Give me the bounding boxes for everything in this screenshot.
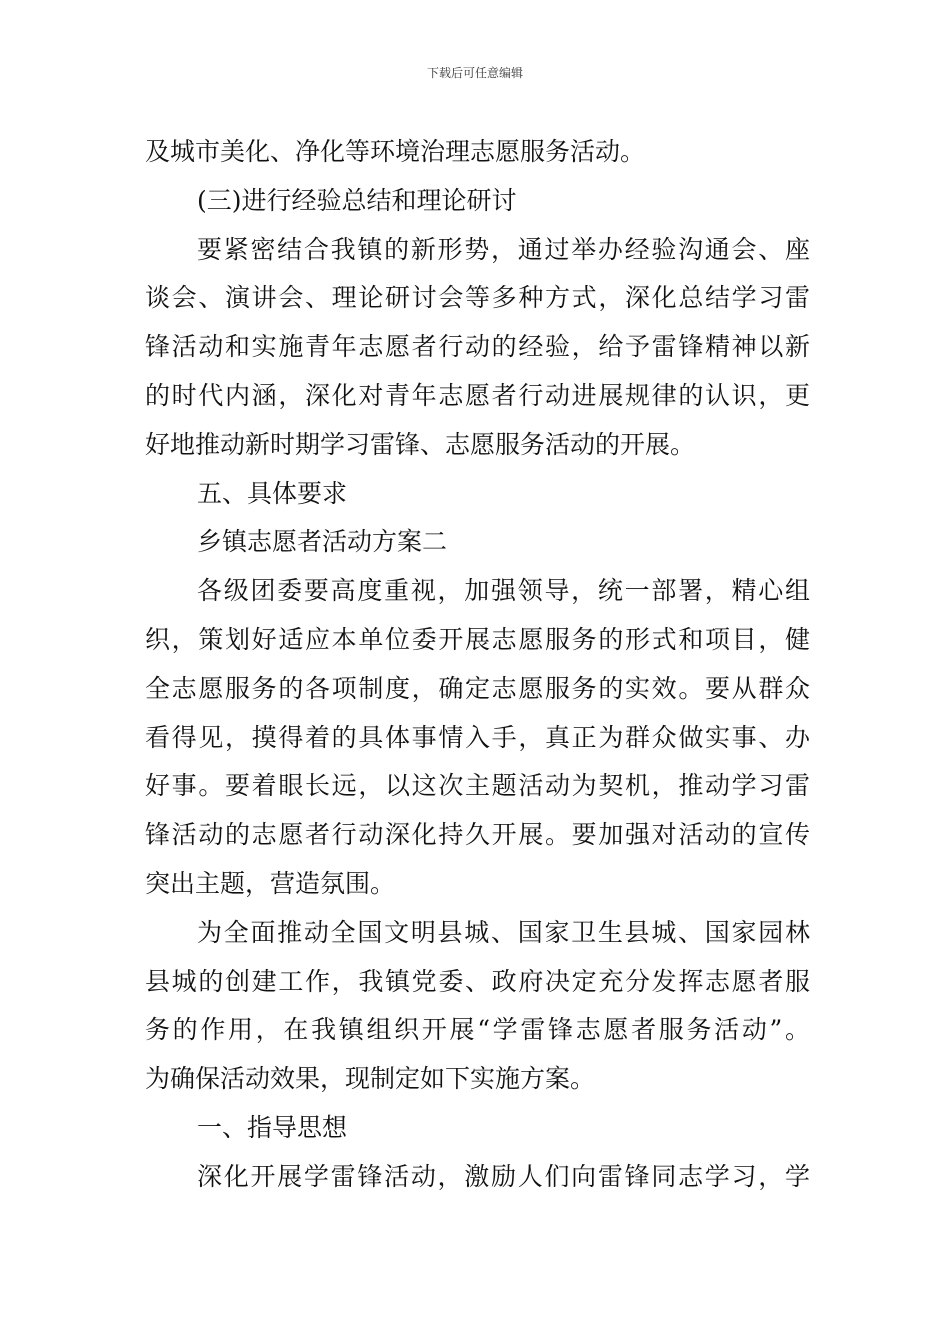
text-line: 谈会、演讲会、理论研讨会等多种方式，深化总结学习雷 <box>145 283 810 313</box>
text-line: 县城的创建工作，我镇党委、政府决定充分发挥志愿者服 <box>145 966 810 996</box>
text-line: 为全面推动全国文明县城、国家卫生县城、国家园林 <box>197 917 810 947</box>
text-line: 好事。要着眼长远，以这次主题活动为契机，推动学习雷 <box>145 771 810 801</box>
text-line: 各级团委要高度重视，加强领导，统一部署，精心组 <box>197 576 810 606</box>
text-line: 乡镇志愿者活动方案二 <box>197 527 448 557</box>
text-line: 及城市美化、净化等环境治理志愿服务活动。 <box>145 137 646 166</box>
text-line: (三)进行经验总结和理论研讨 <box>197 185 517 215</box>
text-line: 好地推动新时期学习雷锋、志愿服务活动的开展。 <box>145 429 696 459</box>
text-line: 全志愿服务的各项制度，确定志愿服务的实效。要从群众 <box>145 673 810 703</box>
text-line: 突出主题，营造氛围。 <box>145 868 396 898</box>
text-line: 深化开展学雷锋活动，激励人们向雷锋同志学习，学 <box>197 1161 810 1191</box>
text-line: 务的作用，在我镇组织开展“学雷锋志愿者服务活动”。 <box>145 1015 810 1045</box>
text-line: 织，策划好适应本单位委开展志愿服务的形式和项目，健 <box>145 624 810 654</box>
text-line: 一、指导思想 <box>197 1112 348 1142</box>
text-line: 锋活动和实施青年志愿者行动的经验，给予雷锋精神以新 <box>145 332 810 362</box>
text-line: 锋活动的志愿者行动深化持久开展。要加强对活动的宣传 <box>145 820 810 850</box>
text-line: 五、具体要求 <box>197 478 348 508</box>
text-line: 的时代内涵，深化对青年志愿者行动进展规律的认识，更 <box>145 380 810 410</box>
document-body <box>145 128 810 1202</box>
text-line: 为确保活动效果，现制定如下实施方案。 <box>145 1064 596 1094</box>
text-line: 看得见，摸得着的具体事情入手，真正为群众做实事、办 <box>145 722 810 752</box>
text-line: 要紧密结合我镇的新形势，通过举办经验沟通会、座 <box>197 234 810 264</box>
page-header-note: 下载后可任意编辑 <box>426 66 523 80</box>
